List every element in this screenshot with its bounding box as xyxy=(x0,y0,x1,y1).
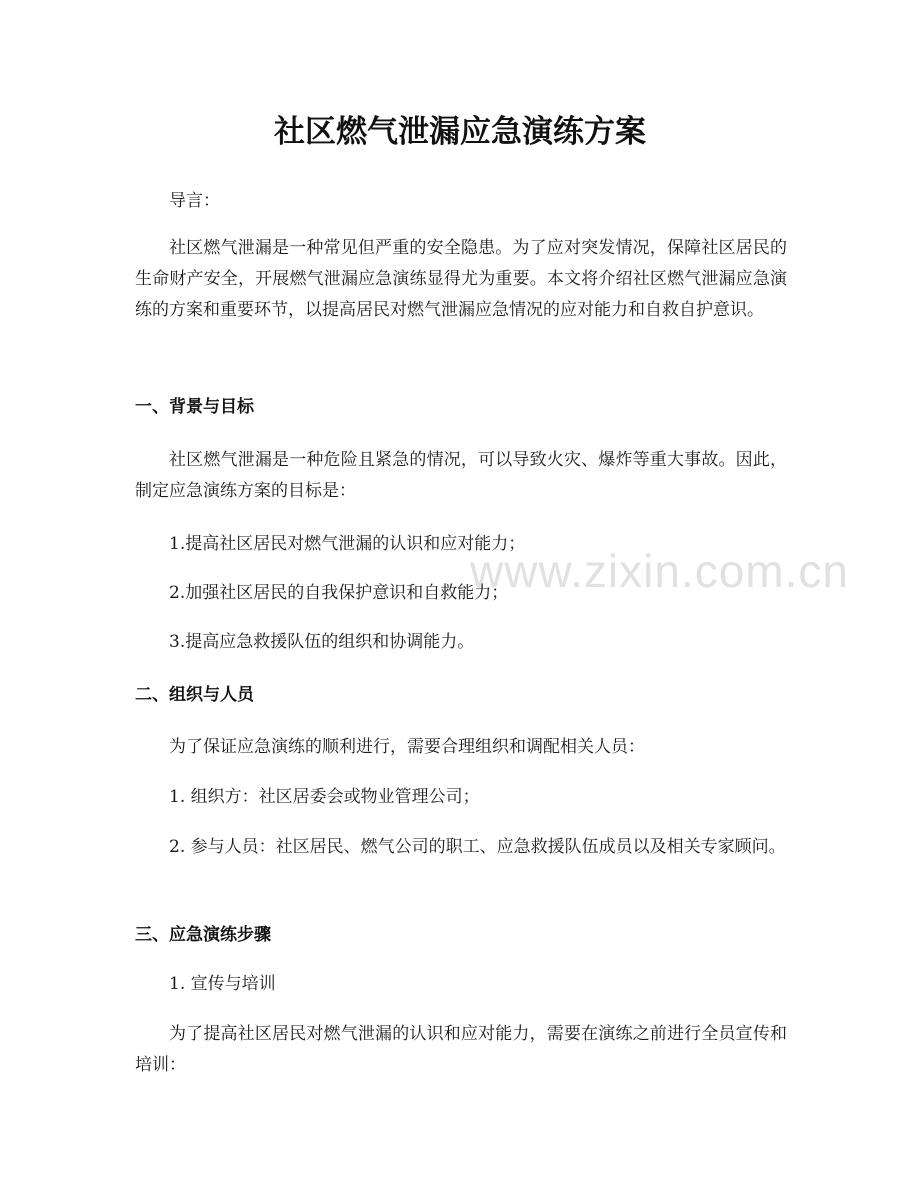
background-paragraph: 社区燃气泄漏是一种危险且紧急的情况，可以导致火灾、爆炸等重大事故。因此，制定应急演练方案的目标是： xyxy=(135,450,787,501)
document-title: 社区燃气泄漏应急演练方案 xyxy=(274,114,646,150)
organization-item-2: 2. 参与人员：社区居民、燃气公司的职工、应急救援队伍成员以及相关专家顾问。 xyxy=(169,837,786,857)
watermark: www.zixin.com.cn xyxy=(470,545,849,597)
intro-label: 导言： xyxy=(169,191,220,211)
goal-item-2: 2.加强社区居民的自我保护意识和自救能力； xyxy=(169,583,509,603)
organization-paragraph: 为了保证应急演练的顺利进行，需要合理组织和调配相关人员： xyxy=(169,737,645,757)
step-item-1: 1. 宣传与培训 xyxy=(169,974,276,994)
section-heading-steps: 三、应急演练步骤 xyxy=(135,925,271,945)
goal-item-1: 1.提高社区居民对燃气泄漏的认识和应对能力； xyxy=(169,534,526,554)
intro-paragraph: 社区燃气泄漏是一种常见但严重的安全隐患。为了应对突发情况，保障社区居民的生命财产安全，开展燃气泄漏应急演练显得尤为重要。本文将介绍社区燃气泄漏应急演练的方案和重要环节，以提高居民对燃气泄漏应急情况的应对能力和自救自护意识。 xyxy=(135,238,787,320)
section-heading-background: 一、背景与目标 xyxy=(135,397,254,417)
goal-item-3: 3.提高应急救援队伍的组织和协调能力。 xyxy=(169,632,475,652)
organization-item-1: 1. 组织方：社区居委会或物业管理公司； xyxy=(169,787,480,807)
steps-paragraph: 为了提高社区居民对燃气泄漏的认识和应对能力，需要在演练之前进行全员宣传和培训： xyxy=(135,1024,787,1075)
section-heading-organization: 二、组织与人员 xyxy=(135,685,254,705)
